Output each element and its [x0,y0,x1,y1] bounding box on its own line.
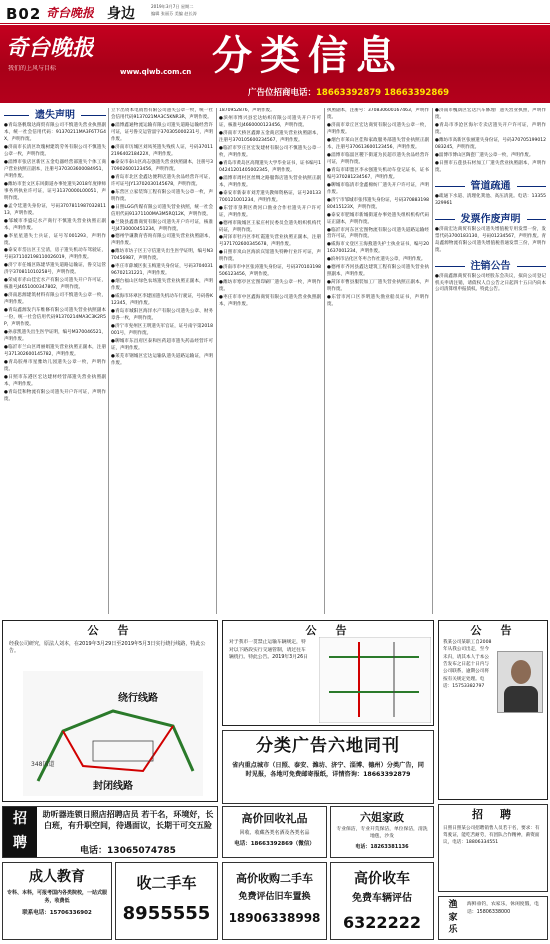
notice-item: ●潍坊市寒亭区宏图印刷厂遗失公章一枚，声明作废。 [219,280,321,293]
section-heading-invoice: 发票作废声明 [435,212,546,227]
notice-body: 对于我市一贯禁止运输车辆规定，特对以下路段实行交通管制，请过往车辆绕行。特此公告。2019年3月26日 [229,640,308,661]
notice-title: 公 告 [87,624,133,637]
ad-body: 省内重点城市（日照、泰安、潍坊、济宁、淄博、德州）分类广告，同时见报，各地可免费邮寄报纸，详情咨询：18663392879 [232,761,424,778]
notice-title: 公 告 [305,624,351,637]
hotline-label: 广告位招商电话： [248,88,317,98]
notice-item: ●青岛洛帆瑞达商贸有限公司不慎遗失营业执照副本，统一社会信用代码：91370211MA3F6T7G4X，声明作废。 [4,123,106,142]
notice-item: ●日照市岚山区海滨宾馆遗失特种行业许可证，声明作废。 [219,250,321,263]
notice-item: ●威海市环翠区李建国遗失机动车行驶证，号码鲁K12345，声明作废。 [111,294,213,307]
ad-adult-education [2,862,112,940]
notice-item: ●青岛鑫源发汽车维修有限公司遗失营业执照副本一份，统一社会信用代码91370214MA3C3K2R5P，声明作废。 [4,308,106,328]
ad-body: 海鲜垂钓，农家乐，休闲度假，电话：15806338000 [467,902,539,915]
pipe-service-text: ●疏通下水道、清理化粪池、高压清洗。电话：13355329961 [435,193,546,206]
notice-item: ●临沂市罗庄区宏发建材有限公司不慎遗失公章一枚，声明作废。 [219,145,321,158]
ad-phone: 6322222 [343,912,421,932]
ad-body: 回收、收藏各类名酒及各类名品 [239,829,310,836]
notice-item: ●青岛市北区金鑫达便利店遗失食品经营许可证，许可证号JY13702030145678，声明作废。 [111,174,213,187]
notice-body: 经我公司研究，原法人刘本，在2019年3月29日至2019年5月3日实行绕行线路，特此公告。 [9,640,206,655]
ad-body: 专业保洁，专业开荒保洁，单位保洁，清洗地毯，沙发 [336,826,428,839]
ad-six-city [222,730,434,804]
notice-traffic [222,620,434,726]
ad-phone: 电话：18263381136 [355,843,409,850]
ad-phone: 电话：18663392869（微信） [234,841,315,848]
notice-item: ●济南市长清区玫瑰树建筑劳务有限公司不慎遗失公章一枚，声明作废。 [4,144,106,157]
banner-logo: 奇台晚报 [6,36,95,61]
map-label-road: 348国道 [31,761,55,768]
notice-item: ●潍坊市高新区张丽遗失身份证，号码370705199012083245，声明作废。 [435,137,546,150]
notice-item: ●青岛市李沧区海尔专卖店遗失开户许可证，声明作废。 [435,122,546,135]
ad-title: 六姐家政 [360,811,404,824]
notice-item: ●菏泽市牡丹区李红霞遗失营业执照正副本，注册号371702600345678，声明作废。 [219,235,321,248]
notice-item: ●德州学谦教育咨询有限公司遗失营业执照副本，声明作废。 [111,234,213,247]
notice-item: ●淄博市临淄区稷下街道为民超市遗失食品经营许可证，声明作废。 [327,152,429,165]
notice-item: ●泰安市岱岳区王宝清，房子遗失机动车驾驶证，号码371102198110026019，声明作废。 [4,248,106,261]
notice-list [219,108,321,309]
notice-item: ●聊城市东昌府区泰和医药超市遗失药品经营许可证，声明作废。 [111,339,213,351]
notice-item: ●济南市槐荫区宏达汽车修理厂遗失营业执照，声明作废。 [435,108,546,120]
notice-item: ●泰安市新泰市刘芳遗失教师资格证，证号20133700121001234，声明作废。 [219,190,321,203]
banner-title: 分类信息 [212,33,404,79]
notice-item: ●荣成市赤山佳宏水产有限公司遗失开户许可证，核准号J4651000347802，声明作废。 [4,278,106,291]
missing-person-photo [497,651,543,713]
notice-item: ●日照市东港区宏达建材经营部遗失营业执照副本，声明作废。 [4,374,106,387]
section-name: 身边 [107,6,135,22]
column-divider [432,108,433,614]
issue-date: 2019年3月7日 星期二 [151,4,194,9]
notice-item: ●青岛佳和物流有限公司遗失开户许可证，声明作废。 [4,389,106,402]
ad-title: 招 聘 [472,808,514,821]
page-header [0,0,550,24]
notice-item: ●孙彦凯遗失出生医学证明，编号M370046521，声明作废。 [4,330,106,343]
issue-editors: 编辑 张丽芬 美编 赵长涛 [151,10,197,16]
notice-item: ●青岛市黄岛区高翔遗失大学毕业证书，证书编号104241201405002345，声明作废。 [219,160,321,173]
traffic-map [319,637,431,723]
notice-list [435,108,546,175]
notice-title: 公 告 [470,624,516,637]
notice-item: ●日照LGG传媒有限公司遗失营业执照，统一社会信用代码91371100MA3M5RQ12K，声明作废。 [111,204,213,217]
notice-item: ●滨州市沾化区冬枣合作社遗失公章，声明作废。 [327,257,426,263]
notice-item: ●邹城市李盛记水产商行不慎遗失营业执照正副本，声明作废。 [4,218,106,231]
ad-title: 高价回收礼品 [241,812,308,825]
invoice-void-text: ●济南宏达商贸有限公司遗失增值税专用发票一份，发票代码3700183130，号码01234567，声明作废。青岛鑫源物流有限公司遗失增值税普通发票三份，声明作废。 [435,226,546,253]
column-divider [108,108,109,614]
section-heading-pipe: 管道疏通 [435,179,546,194]
notice-item: ●枣庄市薛城区张玉梅遗失身份证，号码370403196702131221，声明作废。 [111,264,213,277]
notice-item: 执照副本，注册号：370830600167463，声明作废。 [327,108,429,120]
classified-banner [0,25,550,103]
notice-item: ●东营市河口区李明遗失渔业船员证书，声明作废。 [327,295,429,308]
notice-item: ●济南市天桥区鑫源五金商店遗失营业执照副本，注册号370105600234567，声明作废。 [219,130,321,143]
notice-item: ●济南市市中区张涛遗失身份证，号码370103198506123456，声明作废。 [219,265,321,278]
notice-item: ●滨州市博兴县宏达纺织有限公司遗失开户许可证，核准号J4660000123456，声明作废。 [219,115,321,128]
ad-car-buy [330,862,434,940]
notice-item: ●淄博市博山区陶瓷厂遗失公章一枚，声明作废。 [435,152,534,158]
ad-body: 专科、本科，可报考国内各类院校，一站式服务，收费低 [7,890,108,904]
notice-item: ●枣庄市市中区鑫海商贸有限公司遗失营业执照副本，声明作废。 [219,295,321,308]
cancel-notice-text: ●济南鑫源商贸有限公司经股东会决议，拟向公司登记机关申请注销，请债权人自公告之日起四十五日内向本公司清算组申报债权。特此公告。 [435,273,546,293]
column-notices-5 [435,108,546,614]
ad-title: 分类广告六地同刊 [256,736,400,756]
notice-item: ●青岛市即墨区李永强遗失机动车登记证书，证书编号370281234567，声明作废。 [327,167,429,180]
notice-item: ●烟台市莱山区佳和家政服务部遗失营业执照正副本，注册号370613600123456，声明作废。 [327,137,429,150]
ad-recruit-2 [438,804,548,892]
ad-used-car-high-price [222,862,327,940]
notice-item: ●日照市五莲县石材加工厂遗失营业执照副本，声明作废。 [435,160,546,173]
notice-item: ●淄博市周村区丝绸之路服饰店遗失营业执照正副本，声明作废。 [219,175,321,188]
ad-title: 成人教育 [29,869,85,885]
ad-recruit [2,806,218,858]
ad-title: 收二手车 [136,874,197,892]
paper-logo: 奇台晚报 [46,6,95,20]
map-label-closed: 封闭线路 [93,781,133,792]
notice-item: ●德州市齐河县鑫达建筑工程有限公司遗失营业执照副本，声明作废。 [327,265,429,278]
ad-gift-recycle [222,806,327,858]
notice-item: ●德州市陵城区王家庄村民委员会遗失组织机构代码证，声明作废。 [219,220,321,233]
notice-item: ●威海市文登区王海燕遗失护士执业证书，编号201637001234，声明作废。 [327,242,429,255]
ad-body: 免费车辆评估 [352,893,412,905]
ad-housekeeping [330,806,434,858]
notice-item: ●临沂市兰山区周丽娟遗失营业执照正副本，注册号371302600145782，声明作废。 [4,345,106,358]
detour-map [23,671,203,796]
notice-item: ●临沂市河东区宏图物流有限公司遗失道路运输经营许可证，声明作废。 [327,227,429,240]
ad-phone: 电话：13065074785 [80,846,176,856]
notice-item: ●烟台福山区绿色农场遗失营业执照正副本，声明作废。 [111,279,213,292]
section-heading-lost: 遗失声明 [4,108,106,123]
notice-item: ●聊城市临清市金鑫棉纺厂遗失开户许可证，声明作废。 [327,182,429,195]
notice-item: ●济南思源建筑材料有限公司不慎遗失公章一枚，声明作废。 [4,293,106,306]
column-divider [216,108,217,614]
banner-url[interactable]: www.qlwb.com.cn [120,68,192,76]
ad-body: 免费评估旧车置换 [238,891,311,902]
column-lost-notices [4,108,106,614]
notice-item: ●泰安市肥城市新城街道办事处遗失组织机构代码证正副本，声明作废。 [327,212,429,225]
notice-list [327,108,429,309]
notice-item: ●莱芜市钢城区宏达运输队遗失道路运输证，声明作废。 [111,353,213,366]
notice-item: ●青岛胶州市星雅幼儿园遗失公章一枚，声明作废。 [4,360,106,372]
ad-fishing-resort [438,896,548,940]
ad-body: 助听器连锁日照店招聘店员 若干名，环境好，长白班，有升职空间，待遇面议，长期干可交五险 [42,810,214,830]
notice-item: ●潍坊市坊子区王守信遗失出生医学证明，编号N370456987，声明作废。 [111,249,213,262]
issue-info [151,4,197,17]
notice-item: 立卡出资本电销售有限公司遗失公章一枚，统一社会信用代码9137021MA3C5KNR3R，声明作废。 [111,108,213,120]
ad-phone: 8955555 [122,902,211,924]
column-notices-2 [111,108,213,614]
column-divider [324,108,325,614]
notice-missing-person [438,620,548,800]
notice-item: ●李星星遗失士兵证，证号军001293，声明作废。 [4,233,106,246]
notice-item: ●济南市章丘区宏达商贸有限公司遗失公章一枚，声明作废。 [327,122,429,135]
notice-item: ●菏泽市曹县服装加工厂遗失营业执照正副本，声明作废。 [327,280,429,293]
map-label-detour: 绕行线路 [118,693,158,704]
banner-hotline [248,87,449,99]
notice-item: ●孟令廷遗失身份证，号码370781198703281113，声明作废。 [4,203,106,216]
notice-item: ●济宁市任城区陈建华遗失道路运输证，鲁交运管济字370811010258号，声明作废。 [4,263,106,276]
ad-used-car-buy [115,862,218,940]
ad-phone: 联系电话：15706336902 [22,909,92,916]
ad-title: 高价收购二手车 [236,872,313,885]
ad-title: 渔 家 乐 [448,900,458,935]
notice-item: ●泰安市泰山区高志强遗失营业执照副本，注册号370902600123456，声明作废。 [111,159,213,172]
ad-body: 日照日照某公司招聘销售人员若干名，要求：有驾驶证，能吃苦耐劳，有团队合作精神，薪资面议，电话：18806334551 [443,825,540,846]
notice-list [111,108,213,368]
notice-item: 1870952876，声明作废。 [219,108,275,113]
ad-phone: 18906338998 [228,910,321,925]
notice-item: ●东营区立家装饰工程有限公司遗失公章一枚，声明作废。 [111,189,213,202]
notice-item: ●淄博市张店区新区五金电器经营部遗失个体工商户营业执照正副本，注册号370303600084951，声明作废。 [4,159,106,179]
notice-item: ●兰陵县鑫鼎商贸有限公司遗失开户许可证，核准号J4730000451234，声明作废。 [111,219,213,232]
banner-slogan: 我们的上风与目标 [8,65,57,72]
ad-recruit-badge: 招 聘 [3,807,37,857]
notice-item: ●青岛市城阳区海洋水产有限公司遗失公章、财务章各一枚，声明作废。 [111,309,213,322]
notice-detour [2,620,218,802]
notice-list [4,123,106,404]
notice-item: ●东营市垦利区黄河口渔业合作社遗失开户许可证，声明作废。 [219,205,321,218]
section-heading-cancel: 注销公告 [435,259,546,274]
notice-item: ●济宁市兖州区王明遗失军官证，证号南字第2018001号，声明作废。 [111,324,213,337]
notice-item: ●济南市历城区刘凤英遗失残疾人证，号码37011219640218422X，声明作废。 [111,144,213,157]
page-number: B02 [6,5,42,23]
column-notices-3 [219,108,321,614]
notice-item: ●潍坊市奎文区东风街道办事处遗失2018年度律师事务所执业许可证，证号31370000L00051，声明作废。 [4,181,106,201]
column-notices-4 [327,108,429,614]
notice-body: 我某公司某职工自2008年从我公司出走，至今未归，请其本人于本公告发布之日起十日内与公司联系，逾期公司将按有关规定处理。电话：15753382797 [443,640,492,690]
notice-item: ●济宁市邹城市张伟遗失身份证，号码37088319880415123X，声明作废。 [327,197,429,210]
hotline-numbers: 18663392879 18663392869 [316,88,450,98]
ad-title: 高价收车 [354,871,410,887]
notice-item: ●淄博鑫通物流运输有限公司遗失道路运输经营许可证，证号鲁交运管淄字370305000231号，声明作废。 [111,122,213,142]
